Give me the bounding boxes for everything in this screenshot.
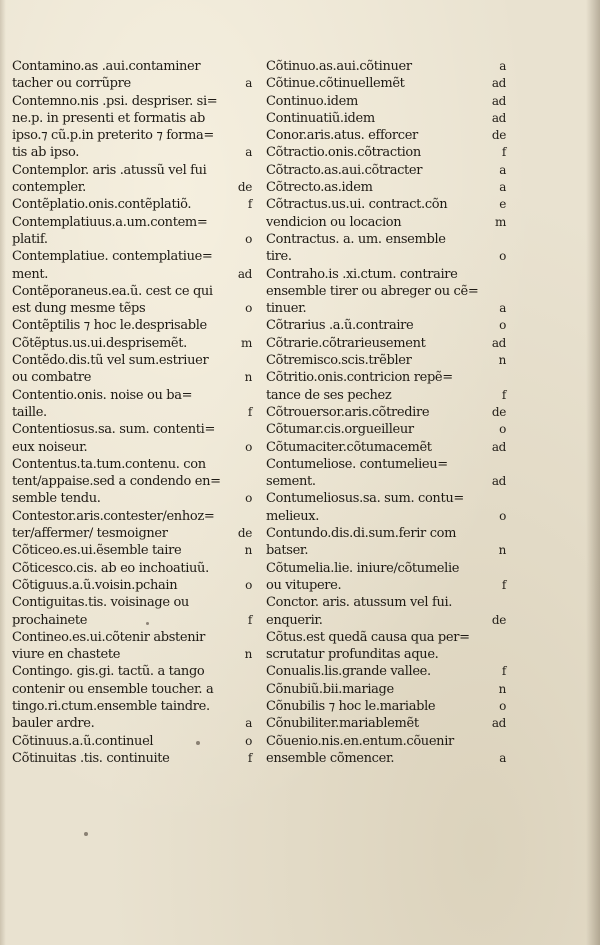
entry-text: Contumeliosus.sa. sum. contu= xyxy=(266,491,464,507)
entry-text: Contingo. gis.gi. tactũ. a tango xyxy=(12,664,205,680)
entry-text: Contẽporaneus.ea.ũ. cest ce qui xyxy=(12,283,213,299)
right-column-line xyxy=(266,473,506,490)
entry-text: tance de ses pechez xyxy=(266,387,392,403)
left-column-line xyxy=(12,127,252,144)
left-column-line xyxy=(12,542,252,559)
entry-text: sement. xyxy=(266,474,316,490)
page-edge-shadow xyxy=(0,0,6,945)
grammar-code: a xyxy=(499,162,506,177)
left-column-line xyxy=(12,179,252,196)
entry-text: Conctor. aris. atussum vel fui. xyxy=(266,595,453,611)
right-column-line xyxy=(266,629,506,646)
left-column-line xyxy=(12,93,252,110)
entry-text: bauler ardre. xyxy=(12,716,95,732)
grammar-code: n xyxy=(498,543,506,558)
entry-text: Contamino.as .aui.contaminer xyxy=(12,59,201,74)
grammar-code: f xyxy=(247,612,252,627)
right-column-line xyxy=(266,127,506,144)
left-column-line xyxy=(12,387,252,404)
right-column-line xyxy=(266,577,506,594)
entry-text: Contẽplatio.onis.contẽplatiõ. xyxy=(12,197,192,213)
entry-text: Continuatiũ.idem xyxy=(266,110,375,126)
entry-text: contempler. xyxy=(12,180,86,196)
ink-speck xyxy=(84,832,88,836)
entry-text: Cõtrarie.cõtrarieusement xyxy=(266,335,426,351)
entry-text: Contraho.is .xi.ctum. contraire xyxy=(266,266,458,282)
ink-speck xyxy=(196,741,200,745)
right-column-line xyxy=(266,508,506,525)
right-column-line xyxy=(266,75,506,92)
grammar-code: n xyxy=(244,370,252,385)
entry-text: Contentiosus.sa. sum. contenti= xyxy=(12,422,216,438)
right-column-line xyxy=(266,698,506,715)
left-column-line xyxy=(12,681,252,698)
entry-text: Cõtremisco.scis.trẽbler xyxy=(266,353,412,369)
grammar-code: a xyxy=(245,145,252,160)
entry-text: semble tendu. xyxy=(12,491,101,507)
right-column-line xyxy=(266,733,506,750)
left-column-line xyxy=(12,439,252,456)
left-column-line xyxy=(12,421,252,438)
entry-text: Cõtumaciter.cõtumacemẽt xyxy=(266,439,432,455)
left-column-line xyxy=(12,629,252,646)
entry-text: ou vitupere. xyxy=(266,577,342,593)
left-column-line xyxy=(12,110,252,127)
grammar-code: f xyxy=(247,404,252,419)
entry-text: eux noiseur. xyxy=(12,439,88,455)
grammar-code: de xyxy=(491,404,506,419)
entry-text: Cõtinuo.as.aui.cõtinuer xyxy=(266,59,412,74)
entry-text: ment. xyxy=(12,266,48,282)
right-column-line xyxy=(266,439,506,456)
grammar-code: o xyxy=(245,733,252,748)
right-column-line xyxy=(266,490,506,507)
left-column-line xyxy=(12,231,252,248)
entry-text: ou combatre xyxy=(12,370,92,386)
entry-text: est dung mesme tẽps xyxy=(12,301,146,317)
grammar-code: o xyxy=(245,231,252,246)
grammar-code: f xyxy=(247,750,252,765)
left-column-line xyxy=(12,162,252,179)
grammar-code: ad xyxy=(491,716,506,731)
right-column-line xyxy=(266,681,506,698)
entry-text: tent/appaise.sed a condendo en= xyxy=(12,474,221,490)
left-column-line xyxy=(12,525,252,542)
right-column-line xyxy=(266,560,506,577)
entry-text: Contemplatiue. contemplatiue= xyxy=(12,249,213,265)
right-column-line xyxy=(266,110,506,127)
entry-text: Cõtractus.us.ui. contract.cõn xyxy=(266,197,448,213)
left-column-line xyxy=(12,473,252,490)
grammar-code: o xyxy=(499,318,506,333)
entry-text: Cõuenio.nis.en.entum.cõuenir xyxy=(266,733,454,749)
entry-text: Cõnubiũ.bii.mariage xyxy=(266,681,394,697)
right-column-line xyxy=(266,369,506,386)
entry-text: Contentio.onis. noise ou ba= xyxy=(12,387,193,403)
entry-text: Cõnubiliter.mariablemẽt xyxy=(266,716,419,732)
entry-text: Conor.aris.atus. efforcer xyxy=(266,128,418,144)
entry-text: enquerir. xyxy=(266,612,323,628)
right-column-line xyxy=(266,266,506,283)
right-column-line xyxy=(266,300,506,317)
entry-text: Cõtinue.cõtinuellemẽt xyxy=(266,76,405,92)
left-column-line xyxy=(12,300,252,317)
entry-text: Cõtritio.onis.contricion repẽ= xyxy=(266,370,453,386)
left-column-line xyxy=(12,58,252,75)
grammar-code: n xyxy=(244,543,252,558)
right-column-line xyxy=(266,335,506,352)
entry-text: Cõtumelia.lie. iniure/cõtumelie xyxy=(266,560,460,576)
right-column-line xyxy=(266,283,506,300)
grammar-code: m xyxy=(494,214,506,229)
right-column-line xyxy=(266,612,506,629)
grammar-code: ad xyxy=(237,266,252,281)
grammar-code: f xyxy=(501,664,506,679)
left-column-line xyxy=(12,335,252,352)
right-column-line xyxy=(266,663,506,680)
entry-text: vendicion ou locacion xyxy=(266,214,402,230)
left-column xyxy=(12,58,252,767)
entry-text: scrutatur profunditas aque. xyxy=(266,647,439,663)
entry-text: Cõticesco.cis. ab eo inchoatiuũ. xyxy=(12,560,209,576)
right-column-line xyxy=(266,317,506,334)
grammar-code: o xyxy=(499,508,506,523)
left-column-line xyxy=(12,248,252,265)
grammar-code: o xyxy=(499,698,506,713)
entry-text: Contundo.dis.di.sum.ferir com xyxy=(266,526,457,542)
right-column-line xyxy=(266,715,506,732)
grammar-code: ad xyxy=(491,110,506,125)
left-column-line xyxy=(12,560,252,577)
entry-text: prochainete xyxy=(12,612,88,628)
grammar-code: ad xyxy=(491,439,506,454)
entry-text: Cõtracto.as.aui.cõtracter xyxy=(266,162,423,178)
left-column-line xyxy=(12,750,252,767)
entry-text: ensemble cõmencer. xyxy=(266,750,395,766)
left-column-line xyxy=(12,663,252,680)
right-column-line xyxy=(266,214,506,231)
right-column-line xyxy=(266,594,506,611)
entry-text: Contẽptilis ⁊ hoc le.desprisable xyxy=(12,318,207,334)
left-column-line xyxy=(12,266,252,283)
left-column-line xyxy=(12,214,252,231)
entry-text: Contineo.es.ui.cõtenir abstenir xyxy=(12,629,205,645)
grammar-code: e xyxy=(499,197,506,212)
entry-text: Cõtinuitas .tis. continuite xyxy=(12,750,170,766)
right-column-line xyxy=(266,542,506,559)
left-column-line xyxy=(12,490,252,507)
entry-text: Cõtẽptus.us.ui.desprisemẽt. xyxy=(12,335,187,351)
entry-text: Cõticeo.es.ui.ẽsemble taire xyxy=(12,543,182,559)
entry-text: tingo.ri.ctum.ensemble taindre. xyxy=(12,698,210,714)
entry-text: Contiguitas.tis. voisinage ou xyxy=(12,595,189,611)
grammar-code: o xyxy=(499,249,506,264)
left-column-line xyxy=(12,594,252,611)
left-column-line xyxy=(12,317,252,334)
entry-text: Contẽdo.dis.tũ vel sum.estriuer xyxy=(12,353,209,369)
grammar-code: de xyxy=(491,612,506,627)
right-column xyxy=(266,58,506,767)
grammar-code: o xyxy=(245,301,252,316)
right-column-line xyxy=(266,231,506,248)
right-column-line xyxy=(266,162,506,179)
entry-text: Cõtiguus.a.ũ.voisin.pchain xyxy=(12,577,178,593)
entry-text: Cõtumar.cis.orgueilleur xyxy=(266,422,414,438)
entry-text: batser. xyxy=(266,543,309,559)
grammar-code: ad xyxy=(491,335,506,350)
entry-text: tacher ou corrũpre xyxy=(12,76,131,92)
grammar-code: ad xyxy=(491,93,506,108)
entry-text: taille. xyxy=(12,404,47,420)
right-column-line xyxy=(266,93,506,110)
entry-text: tire. xyxy=(266,249,292,265)
entry-text: Contemplor. aris .atussũ vel fui xyxy=(12,162,207,178)
right-column-line xyxy=(266,58,506,75)
right-column-line xyxy=(266,352,506,369)
grammar-code: o xyxy=(245,439,252,454)
left-column-line xyxy=(12,577,252,594)
entry-text: Contumeliose. contumelieu= xyxy=(266,456,448,472)
right-column-line xyxy=(266,179,506,196)
entry-text: Contestor.aris.contester/enhoz= xyxy=(12,508,215,524)
entry-text: platif. xyxy=(12,231,48,247)
grammar-code: f xyxy=(501,145,506,160)
grammar-code: de xyxy=(491,128,506,143)
left-column-line xyxy=(12,715,252,732)
left-column-line xyxy=(12,75,252,92)
entry-text: tis ab ipso. xyxy=(12,145,80,161)
grammar-code: m xyxy=(240,335,252,350)
grammar-code: ad xyxy=(491,76,506,91)
grammar-code: f xyxy=(501,577,506,592)
right-column-line xyxy=(266,387,506,404)
grammar-code: ad xyxy=(491,474,506,489)
entry-text: contenir ou ensemble toucher. a xyxy=(12,681,214,697)
entry-text: tinuer. xyxy=(266,301,307,317)
right-column-line xyxy=(266,248,506,265)
entry-text: ensemble tirer ou abreger ou cẽ= xyxy=(266,283,479,299)
binding-shadow xyxy=(586,0,600,945)
entry-text: Cõtrarius .a.ũ.contraire xyxy=(266,318,414,334)
grammar-code: a xyxy=(245,716,252,731)
entry-text: Contentus.ta.tum.contenu. con xyxy=(12,456,206,472)
grammar-code: n xyxy=(498,681,506,696)
grammar-code: n xyxy=(498,353,506,368)
entry-text: Cõtractio.onis.cõtraction xyxy=(266,145,421,161)
grammar-code: a xyxy=(245,76,252,91)
right-column-line xyxy=(266,196,506,213)
grammar-code: a xyxy=(499,750,506,765)
entry-text: Contemplatiuus.a.um.contem= xyxy=(12,214,208,230)
left-column-line xyxy=(12,404,252,421)
entry-text: Cõnubilis ⁊ hoc le.mariable xyxy=(266,698,436,714)
right-column-line xyxy=(266,456,506,473)
entry-text: Cõtrouersor.aris.cõtredire xyxy=(266,404,430,420)
right-column-line xyxy=(266,421,506,438)
entry-text: Cõtinuus.a.ũ.continuel xyxy=(12,733,154,749)
left-column-line xyxy=(12,456,252,473)
grammar-code: n xyxy=(244,647,252,662)
right-column-line xyxy=(266,144,506,161)
entry-text: Conualis.lis.grande vallee. xyxy=(266,664,431,680)
entry-text: ter/affermer/ tesmoigner xyxy=(12,526,168,542)
entry-text: Cõtrecto.as.idem xyxy=(266,180,373,196)
grammar-code: o xyxy=(245,491,252,506)
left-column-line xyxy=(12,733,252,750)
grammar-code: a xyxy=(499,301,506,316)
left-column-line xyxy=(12,612,252,629)
right-column-line xyxy=(266,750,506,767)
left-column-line xyxy=(12,196,252,213)
left-column-line xyxy=(12,283,252,300)
grammar-code: f xyxy=(247,197,252,212)
right-column-line xyxy=(266,404,506,421)
entry-text: melieux. xyxy=(266,508,320,524)
entry-text: viure en chastete xyxy=(12,647,121,663)
right-column-line xyxy=(266,646,506,663)
grammar-code: de xyxy=(237,526,252,541)
grammar-code: f xyxy=(501,387,506,402)
left-column-line xyxy=(12,352,252,369)
ink-speck xyxy=(146,622,149,625)
right-column-line xyxy=(266,525,506,542)
left-column-line xyxy=(12,144,252,161)
entry-text: Cõtus.est quedã causa qua per= xyxy=(266,629,470,645)
entry-text: ipso.⁊ cũ.p.in preterito ⁊ forma= xyxy=(12,128,214,144)
left-column-line xyxy=(12,698,252,715)
grammar-code: a xyxy=(499,180,506,195)
grammar-code: o xyxy=(245,577,252,592)
left-column-line xyxy=(12,646,252,663)
entry-text: Continuo.idem xyxy=(266,93,358,109)
grammar-code: a xyxy=(499,59,506,73)
left-column-line xyxy=(12,508,252,525)
left-column-line xyxy=(12,369,252,386)
entry-text: ne.p. in presenti et formatis ab xyxy=(12,110,205,126)
entry-text: Contemno.nis .psi. despriser. si= xyxy=(12,93,218,109)
entry-text: Contractus. a. um. ensemble xyxy=(266,231,446,247)
grammar-code: de xyxy=(237,180,252,195)
grammar-code: o xyxy=(499,422,506,437)
